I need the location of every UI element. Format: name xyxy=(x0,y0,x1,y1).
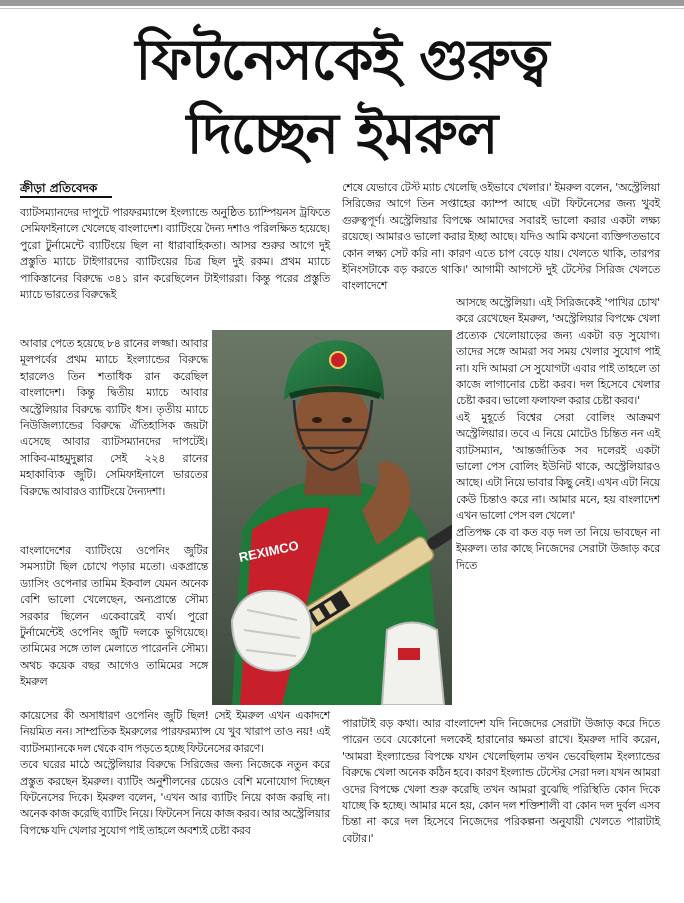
body-text: শেষে যেভাবে টেস্ট ম্যাচ খেলেছি ওইভাবে খেলার।' ইমরুল বলেন, 'অস্ট্রেলিয়া সিরিজের আগে তিন সপ্তাহের ক্যাম্প আছে এটা ফিটনেসের জন্য খুবই গুরুত্বপূর্ণ। অস্ট্রেলিয়ার বিপক্ষে আমাদের সবারই ভালো করার একটা লক্ষ্য রয়েছে। আমারও ভালো করার ইচ্ছা আছে। যদিও আমি কখনো ব্যক্তিগতভাবে কোন লক্ষ্য সেট করি না। কারণ এতে চাপ বেড়ে যায়। খেলতে থাকি, তারপর ইনিংসটাকে বড় করতে থাকি।' আগামী আগস্টে দুই টেস্টের সিরিজ খেলতে বাংলাদেশে xyxy=(342,181,660,293)
body-text: ব্যাটসম্যানদের দাপুটে পারফরম্যান্সে ইংল্যান্ডে অনুষ্ঠিত চ্যাম্পিয়নস ট্রফিতে সেমিফাইনালে খেলেছে বাংলাদেশ। ব্যাটিংয়ে দৈন্য দশাও পরিলক্ষিত হয়েছে। পুরো টুর্নামেন্টে ব্যাটিংয়ে ছিল না ধারাবাহিকতা। আসর শুরুর আগে দুই প্রস্তুতি ম্যাচে টাইগারদের ব্যাটিংয়ের চিত্র ছিল দুই রকম। প্রথম ম্যাচে পাকিস্তানের বিরুদ্ধে ৩৪১ রান করেছিলেন টাইগাররা। কিন্তু পরের প্রস্তুতি ম্যাচে ভারতের বিরুদ্ধেই xyxy=(20,206,330,302)
article-paragraph-left-c xyxy=(20,543,208,691)
body-text: পারাটাই বড় কথা। আর বাংলাদেশ যদি নিজেদের সেরাটা উজাড় করে দিতে পারেন তবে যেকোনো দলকেই হারানোর ক্ষমতা রাখে। ইমরুল দাবি করেন, 'আমরা ইংল্যান্ডের বিপক্ষে যখন খেলেছিলাম তখন ভেবেছিলাম ইংল্যান্ডের বিরুদ্ধে খেলা অনেক কঠিন হবে। কারণ ইংল্যান্ড টেস্টের সেরা দল। যখন আমরা ওদের বিপক্ষে খেলা শুরু করেছি তখন আমরা বুঝেছি পরিস্থিতি কোন দিকে যাচ্ছে কি হচ্ছে। আমার মনে হয়, কোন দল শক্তিশালী বা কোন দল দুর্বল এসব চিন্তা না করে দল হিসেবে নিজেদের পরিকল্পনা অনুযায়ী খেলতে পারাটাই বেটার।' xyxy=(342,717,660,845)
body-text: প্রতিপক্ষ কে বা কত বড় দল তা নিয়ে ভাবছেন না ইমরুল। তার কাছে নিজেদের সেরাটা উজাড় করে দিতে xyxy=(456,525,660,572)
top-rule xyxy=(0,0,684,6)
article-paragraph-right-b xyxy=(456,295,660,574)
article-paragraph-left-a xyxy=(20,205,330,303)
headline-line-1: ফিটনেসকেই গুরুত্ব xyxy=(135,28,549,93)
article-paragraph-left-b xyxy=(20,336,208,500)
body-text: আবার পেতে হয়েছে ৮৪ রানের লজ্জা। আবার মূলপর্বের প্রথম ম্যাচে ইংল্যান্ডের বিরুদ্ধে হারলেও তিন শতাধিক রান করেছিল বাংলাদেশ। কিন্তু দ্বিতীয় ম্যাচে আবার অস্ট্রেলিয়ার বিরুদ্ধে ব্যাটিং ধস। তৃতীয় ম্যাচে নিউজিল্যান্ডের বিরুদ্ধে ঐতিহাসিক জয়টা এসেছে আবার ব্যাটসম্যানদের দাপটেই। সাকিব-মাহমুদুল্লার সেই ২২৪ রানের মহাকাব্যিক জুটি। সেমিফাইনালে ভারতের বিরুদ্ধে আবারও ব্যাটিংয়ে দৈন্যদশা। xyxy=(20,337,208,498)
player-photo xyxy=(212,330,452,705)
article-paragraph-right-a xyxy=(342,180,660,295)
body-text: এই মুহূর্তে বিশ্বের সেরা বোলিং আক্রমণ অস্ট্রেলিয়ার। তবে এ নিয়ে মোটেও চিন্তিত নন এই ব্যাটসম্যান, 'আন্তর্জাতিক সব দলেরই একটা ভালো পেস বোলিং ইউনিট থাকে, অস্ট্রেলিয়ারও আছে। এটা নিয়ে ভাবার কিছু নেই। এখন এটা নিয়ে কেউ চিন্তাও করে না। আমার মনে, হয় বাংলাদেশ এখন ভালো পেস বল খেলে।' xyxy=(456,410,660,523)
byline: ক্রীড়া প্রতিবেদক xyxy=(20,181,98,195)
article-paragraph-left-d xyxy=(20,708,330,839)
byline-underline xyxy=(20,196,112,198)
cricketer-illustration xyxy=(212,330,452,705)
helmet-badge xyxy=(330,352,346,368)
pad-logo xyxy=(398,648,420,660)
batting-glove xyxy=(232,591,311,671)
jersey-sponsor: REXIMCO xyxy=(237,537,300,565)
batting-pad xyxy=(382,623,444,706)
article-paragraph-right-c xyxy=(342,716,660,847)
eye-left xyxy=(312,417,322,423)
eye-right xyxy=(342,417,352,423)
body-text: কায়েসের কী অসাধারণ ওপেনিং জুটি ছিল! সেই ইমরুল এখন একাদশে নিয়মিত নন। সাম্প্রতিক ইমরুলের পারফরম্যান্স যে খুব খারাপ তাও নয়! এই ব্যাটসম্যানকে দল থেকে বাদ পড়তে হচ্ছে ফিটনেসের কারণে। xyxy=(20,709,330,755)
body-text: আসছে অস্ট্রেলিয়া। এই সিরিজকেই 'পাখির চোখ' করে রেখেছেন ইমরুল, 'অস্ট্রেলিয়ার বিপক্ষে খেলা প্রত্যেক খেলোয়াড়ের জন্য একটা বড় সুযোগ। তাদের সঙ্গে আমরা সব সময় খেলার সুযোগ পাই না। যদি আমরা সে সুযোগটা এবার পাই তাহলে তা কাজে লাগানোর চেষ্টা করব। দল হিসেবে খেলার চেষ্টা করব। ভালো ফলাফল করার চেষ্টা করব।' xyxy=(456,296,660,408)
headline-line-2: দিচ্ছেন ইমরুল xyxy=(186,102,498,167)
top-rule-thin xyxy=(0,8,684,9)
body-text: তবে ঘরের মাঠে অস্ট্রেলিয়ার বিরুদ্ধে সিরিজের জন্য নিজেকে নতুন করে প্রস্তুত করছেন ইমরুল। ব্যাটিং অনুশীলনের চেয়েও বেশি মনোযোগ দিচ্ছেন ফিটনেসের দিকে। ইমরুল বলেন, 'এখন আর ব্যাটিং নিয়ে কাজ করছি না। অনেক কাজ করেছি ব্যাটিং নিয়ে। ফিটনেস নিয়ে কাজ করব। আর অস্ট্রেলিয়ার বিপক্ষে যদি খেলার সুযোগ পাই তাহলে অবশ্যই চেষ্টা করব xyxy=(20,758,330,837)
body-text: বাংলাদেশের ব্যাটিংয়ে ওপেনিং জুটির সমস্যাটা ছিল চোখে পড়ার মতো। একপ্রান্তে ড্যাসিং ওপেনার তামিম ইকবাল যেমন অনেক বেশি ভালো খেলেছেন, অন্যপ্রান্তে সৌম্য সরকার ছিলেন একেবারেই ব্যর্থ। পুরো টুর্নামেন্টেই ওপেনিং জুটি দলকে ভুগিয়েছে। তামিমের সঙ্গে তাল মেলাতে পারেননি সৌম্য। অথচ কয়েক বছর আগেও তামিমের সঙ্গে ইমরুল xyxy=(20,544,208,689)
